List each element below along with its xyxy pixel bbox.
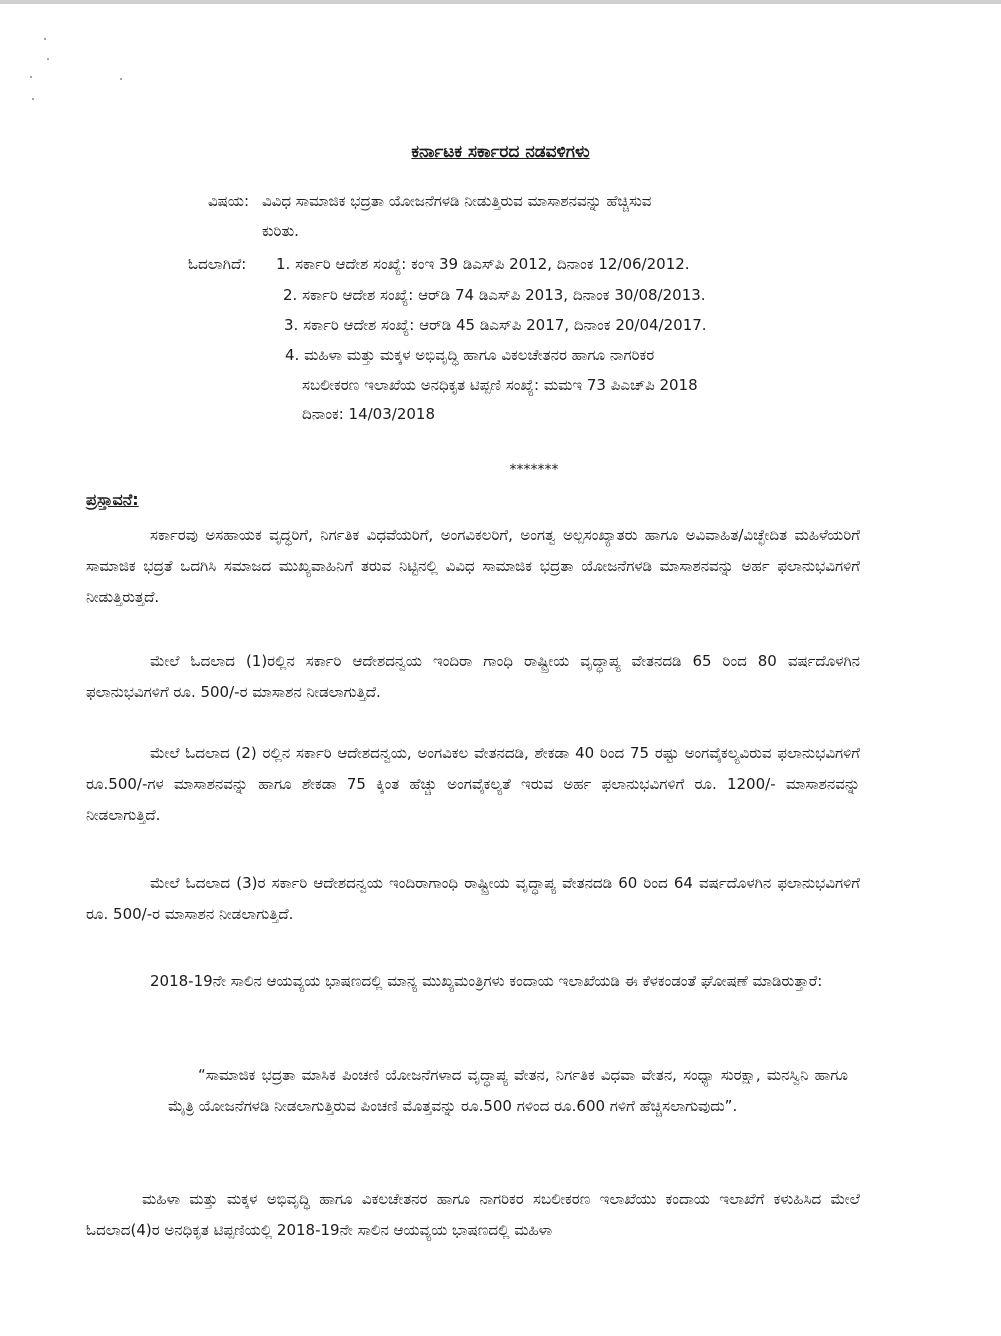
page-title: ಕರ್ನಾಟಕ ಸರ್ಕಾರದ ನಡವಳಿಗಳು	[411, 142, 590, 162]
reference-1: 1. ಸರ್ಕಾರಿ ಆದೇಶ ಸಂಖ್ಯೆ: ಕಂಇ 39 ಡಿಎಸ್‌ಪಿ 2012, ದಿನಾಂಕ 12/06/2012.	[276, 255, 690, 273]
scan-speck	[30, 76, 32, 78]
subject-label: ವಿಷಯ:	[208, 192, 249, 210]
subject-line-1: ವಿವಿಧ ಸಾಮಾಜಿಕ ಭದ್ರತಾ ಯೋಜನೆಗಳಡಿ ನೀಡುತ್ತಿರುವ ಮಾಸಾಶನವನ್ನು ಹೆಚ್ಚಿಸುವ	[262, 192, 652, 210]
reference-4-line-1: 4. ಮಹಿಳಾ ಮತ್ತು ಮಕ್ಕಳ ಅಭಿವೃದ್ಧಿ ಹಾಗೂ ವಿಕಲಚೇತನರ ಹಾಗೂ ನಾಗರಿಕರ	[285, 346, 655, 364]
scan-top-edge	[0, 0, 1001, 4]
preamble-paragraph-4: ಮೇಲೆ ಓದಲಾದ (3)ರ ಸರ್ಕಾರಿ ಆದೇಶದನ್ವಯ ಇಂದಿರಾಗಾಂಧಿ ರಾಷ್ಟ್ರೀಯ ವೃದ್ಧಾಪ್ಯ ವೇತನದಡಿ 60 ರಿಂದ 64 ವರ್ಷದೊಳಗಿನ ಫಲಾನುಭವಿಗಳಿಗೆ ರೂ. 500/-ರ ಮಾಸಾಶನ ನೀಡಲಾಗುತ್ತಿದೆ.	[86, 874, 860, 923]
preamble-paragraph-5: 2018-19ನೇ ಸಾಲಿನ ಆಯವ್ಯಯ ಭಾಷಣದಲ್ಲಿ ಮಾನ್ಯ ಮುಖ್ಯಮಂತ್ರಿಗಳು ಕಂದಾಯ ಇಲಾಖೆಯಡಿ ಈ ಕೆಳಕಂಡಂತೆ ಘೋಷಣೆ ಮಾಡಿರುತ್ತಾರೆ:	[150, 972, 823, 990]
reference-2: 2. ಸರ್ಕಾರಿ ಆದೇಶ ಸಂಖ್ಯೆ: ಆರ್‌ಡಿ 74 ಡಿಎಸ್‌ಪಿ 2013, ದಿನಾಂಕ 30/08/2013.	[283, 286, 706, 304]
reference-4-line-3: ದಿನಾಂಕ: 14/03/2018	[302, 405, 435, 423]
reference-3: 3. ಸರ್ಕಾರಿ ಆದೇಶ ಸಂಖ್ಯೆ: ಆರ್‌ಡಿ 45 ಡಿಎಸ್‌ಪಿ 2017, ದಿನಾಂಕ 20/04/2017.	[284, 316, 707, 334]
preamble-paragraph-2: ಮೇಲೆ ಓದಲಾದ (1)ರಲ್ಲಿನ ಸರ್ಕಾರಿ ಆದೇಶದನ್ವಯ ಇಂದಿರಾ ಗಾಂಧಿ ರಾಷ್ಟ್ರೀಯ ವೃದ್ಧಾಪ್ಯ ವೇತನದಡಿ 65 ರಿಂದ 80 ವರ್ಷದೊಳಗಿನ ಫಲಾನುಭವಿಗಳಿಗೆ ರೂ. 500/-ರ ಮಾಸಾಶನ ನೀಡಲಾಗುತ್ತಿದೆ.	[86, 652, 860, 701]
scan-speck	[120, 78, 122, 80]
preamble-paragraph-3: ಮೇಲೆ ಓದಲಾದ (2) ರಲ್ಲಿನ ಸರ್ಕಾರಿ ಆದೇಶದನ್ವಯ, ಅಂಗವಿಕಲ ವೇತನದಡಿ, ಶೇಕಡಾ 40 ರಿಂದ 75 ರಷ್ಟು ಅಂಗವೈಕಲ್ಯವಿರುವ ಫಲಾನುಭವಿಗಳಿಗೆ ರೂ.500/-ಗಳ ಮಾಸಾಶನವನ್ನು ಹಾಗೂ ಶೇಕಡಾ 75 ಕ್ಕಿಂತ ಹೆಚ್ಚು ಅಂಗವೈಕಲ್ಯತೆ ಇರುವ ಅರ್ಹ ಫಲಾನುಭವಿಗಳಿಗೆ ರೂ. 1200/- ಮಾಸಾಶನವನ್ನು ನೀಡಲಾಗುತ್ತಿದೆ.	[86, 744, 860, 824]
references-label: ಓದಲಾಗಿದೆ:	[188, 255, 247, 273]
scan-speck	[44, 38, 46, 40]
budget-quote: “ಸಾಮಾಜಿಕ ಭದ್ರತಾ ಮಾಸಿಕ ಪಿಂಚಣಿ ಯೋಜನೆಗಳಾದ ವೃದ್ಧಾಪ್ಯ ವೇತನ, ನಿರ್ಗತಿಕ ವಿಧವಾ ವೇತನ, ಸಂಧ್ಯಾ ಸುರಕ್ಷಾ, ಮನಸ್ವಿನಿ ಹಾಗೂ ಮೈತ್ರಿ ಯೋಜನೆಗಳಡಿ ನೀಡಲಾಗುತ್ತಿರುವ ಪಿಂಚಣಿ ಮೊತ್ತವನ್ನು ರೂ.500 ಗಳಿಂದ ರೂ.600 ಗಳಿಗೆ ಹೆಚ್ಚಿಸಲಾಗುವುದು”.	[168, 1066, 848, 1115]
reference-4-line-2: ಸಬಲೀಕರಣ ಇಲಾಖೆಯ ಅನಧಿಕೃತ ಟಿಪ್ಪಣಿ ಸಂಖ್ಯೆ: ಮಮಇ 73 ಪಿಎಚ್‌ಪಿ 2018	[302, 376, 698, 394]
preamble-heading: ಪ್ರಸ್ತಾವನೆ:	[86, 490, 139, 509]
preamble-paragraph-1: ಸರ್ಕಾರವು ಅಸಹಾಯಕ ವೃದ್ಧರಿಗೆ, ನಿರ್ಗತಿಕ ವಿಧವೆಯರಿಗೆ, ಅಂಗವಿಕಲರಿಗೆ, ಅಂಗತ್ವ ಅಲ್ಪಸಂಖ್ಯಾತರು ಹಾಗೂ ಅವಿವಾಹಿತ/ವಿಚ್ಛೇದಿತ ಮಹಿಳೆಯರಿಗೆ ಸಾಮಾಜಿಕ ಭದ್ರತೆ ಒದಗಿಸಿ ಸಮಾಜದ ಮುಖ್ಯವಾಹಿನಿಗೆ ತರುವ ನಿಟ್ಟಿನಲ್ಲಿ ವಿವಿಧ ಸಾಮಾಜಿಕ ಭದ್ರತಾ ಯೋಜನೆಗಳಡಿ ಮಾಸಾಶನವನ್ನು ಅರ್ಹ ಫಲಾನುಭವಿಗಳಿಗೆ ನೀಡುತ್ತಿರುತ್ತದೆ.	[86, 526, 860, 606]
subject-line-2: ಕುರಿತು.	[262, 222, 299, 240]
preamble-paragraph-6: ಮಹಿಳಾ ಮತ್ತು ಮಕ್ಕಳ ಅಭಿವೃದ್ಧಿ ಹಾಗೂ ವಿಕಲಚೇತನರ ಹಾಗೂ ನಾಗರಿಕರ ಸಬಲೀಕರಣ ಇಲಾಖೆಯು ಕಂದಾಯ ಇಲಾಖೆಗೆ ಕಳುಹಿಸಿದ ಮೇಲೆ ಓದಲಾದ(4)ರ ಅನಧಿಕೃತ ಟಿಪ್ಪಣಿಯಲ್ಲಿ 2018-19ನೇ ಸಾಲಿನ ಆಯವ್ಯಯ ಭಾಷಣದಲ್ಲಿ ಮಹಿಳಾ	[86, 1190, 860, 1239]
scan-speck	[32, 98, 34, 100]
separator-stars: *******	[509, 462, 559, 478]
scan-speck	[47, 58, 49, 60]
